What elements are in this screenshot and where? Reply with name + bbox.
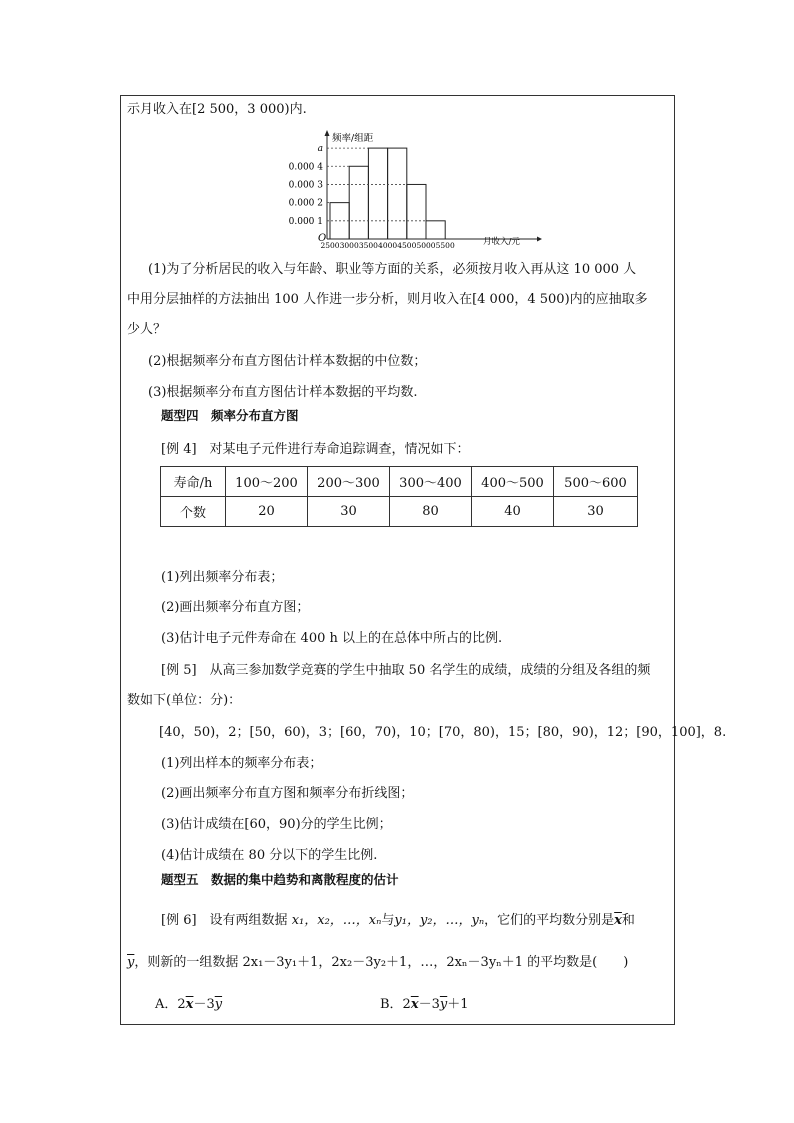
ex6-ybar: $\overline{y}$ xyxy=(127,955,135,970)
q1-line3: 少人？ xyxy=(127,322,167,337)
y-tick-label: 0.000 2 xyxy=(288,198,323,209)
table-cell: 40 xyxy=(472,497,554,527)
histogram-bar xyxy=(388,148,407,239)
section4-title: 题型四 频率分布直方图 xyxy=(161,408,299,423)
table-row xyxy=(161,467,638,497)
q1-line1: (1)为了分析居民的收入与年龄、职业等方面的关系，必须按月收入再从这 10 000 人 xyxy=(148,262,637,277)
table-cell: 20 xyxy=(226,497,308,527)
histogram-bar xyxy=(426,221,445,239)
q2: (2)根据频率分布直方图估计样本数据的中位数； xyxy=(148,354,427,369)
table-cell: 500～600 xyxy=(554,467,638,497)
ex6-mid: ，它们的平均数分别是 xyxy=(484,913,615,928)
ex6-line1 xyxy=(161,912,635,930)
option-a-xbar: $\overline{x}$ xyxy=(185,997,194,1012)
x-axis-arrow xyxy=(537,237,542,242)
option-a-mid: －3 xyxy=(193,997,215,1012)
lifespan-table xyxy=(160,466,638,527)
y-tick-label: 0.000 4 xyxy=(288,162,323,173)
table-row xyxy=(161,497,638,527)
ex6-ys: y₁，y₂，…，yₙ xyxy=(394,913,485,928)
x-axis-label: 月收入/元 xyxy=(483,237,520,247)
option-a-ybar: $\overline{y}$ xyxy=(214,997,223,1012)
table-cell: 300～400 xyxy=(390,467,472,497)
y-tick-label: 0.000 3 xyxy=(288,180,323,191)
ex5-q3: (3)估计成绩在[60，90)分的学生比例； xyxy=(161,817,392,832)
x-tick-label: 3500 xyxy=(358,241,378,250)
x-tick-label: 5000 xyxy=(416,241,436,250)
option-b-mid: －3 xyxy=(418,997,440,1012)
ex5-data: [40，50)，2；[50，60)，3；[60，70)，10；[70，80)，15；[80，90)，12；[90，100]，8. xyxy=(159,725,727,740)
ex5-q2: (2)画出频率分布直方图和频率分布折线图； xyxy=(161,786,414,801)
table-cell: 400～500 xyxy=(472,467,554,497)
income-histogram xyxy=(275,128,545,250)
table-cell: 80 xyxy=(390,497,472,527)
y-tick-label: a xyxy=(317,144,323,155)
ex6-xs: x₁，x₂，…，xₙ xyxy=(291,913,382,928)
intro-line: 示月收入在[2 500，3 000)内. xyxy=(127,102,307,117)
ex6-with: 与 xyxy=(381,913,395,928)
ex5-q1: (1)列出样本的频率分布表； xyxy=(161,756,323,771)
option-b-ybar: $\overline{y}$ xyxy=(439,997,448,1012)
ex5-line1: [例 5] 从高三参加数学竞赛的学生中抽取 50 名学生的成绩，成绩的分组及各组的频 xyxy=(161,663,651,678)
ex6-line2 xyxy=(127,954,628,972)
ex5-line2: 数如下(单位：分)： xyxy=(127,693,242,708)
table-cell: 个数 xyxy=(161,497,226,527)
y-axis-label: 频率/组距 xyxy=(332,133,374,144)
histogram-bar xyxy=(349,166,368,239)
option-a xyxy=(155,996,222,1014)
x-tick-label: 3000 xyxy=(339,241,359,250)
ex4-q1: (1)列出频率分布表； xyxy=(161,570,284,585)
ex4-intro: [例 4] 对某电子元件进行寿命追踪调查，情况如下： xyxy=(161,442,470,457)
section5-title: 题型五 数据的集中趋势和离散程度的估计 xyxy=(161,872,399,887)
table-cell: 30 xyxy=(554,497,638,527)
ex4-q2: (2)画出频率分布直方图； xyxy=(161,600,310,615)
ex4-q3: (3)估计电子元件寿命在 400 h 以上的在总体中所占的比例. xyxy=(161,631,503,646)
option-b-xbar: $\overline{x}$ xyxy=(410,997,419,1012)
table-cell: 30 xyxy=(308,497,390,527)
histogram-bar xyxy=(407,184,426,239)
q3: (3)根据频率分布直方图估计样本数据的平均数. xyxy=(148,385,418,400)
table-cell: 寿命/h xyxy=(161,467,226,497)
y-axis-arrow xyxy=(325,130,330,136)
y-tick-label: 0.000 1 xyxy=(288,216,323,227)
option-b-label: B．2 xyxy=(380,997,411,1012)
option-b-tail: ＋1 xyxy=(447,997,469,1012)
option-a-label: A．2 xyxy=(155,997,186,1012)
histogram-bar xyxy=(368,148,387,239)
origin-label: O xyxy=(318,233,327,244)
ex6-xbar: $\overline{x}$ xyxy=(614,913,622,928)
table-cell: 100～200 xyxy=(226,467,308,497)
x-tick-label: 5500 xyxy=(435,241,455,250)
option-b xyxy=(380,996,469,1014)
q1-line2: 中用分层抽样的方法抽出 100 人作进一步分析，则月收入在[4 000，4 500)内的应抽取多 xyxy=(127,292,648,307)
ex6-and: 和 xyxy=(621,913,635,928)
ex6-line2-text: ，则新的一组数据 2x₁－3y₁＋1，2x₂－3y₂＋1，…，2xₙ－3yₙ＋1 的平均数是( ) xyxy=(134,955,629,970)
ex5-q4: (4)估计成绩在 80 分以下的学生比例. xyxy=(161,848,378,863)
x-tick-label: 4500 xyxy=(397,241,417,250)
ex6-prefix: [例 6] 设有两组数据 xyxy=(161,913,288,928)
x-tick-label: 4000 xyxy=(378,241,398,250)
x-tick-label: 2500 xyxy=(320,241,340,250)
table-cell: 200～300 xyxy=(308,467,390,497)
